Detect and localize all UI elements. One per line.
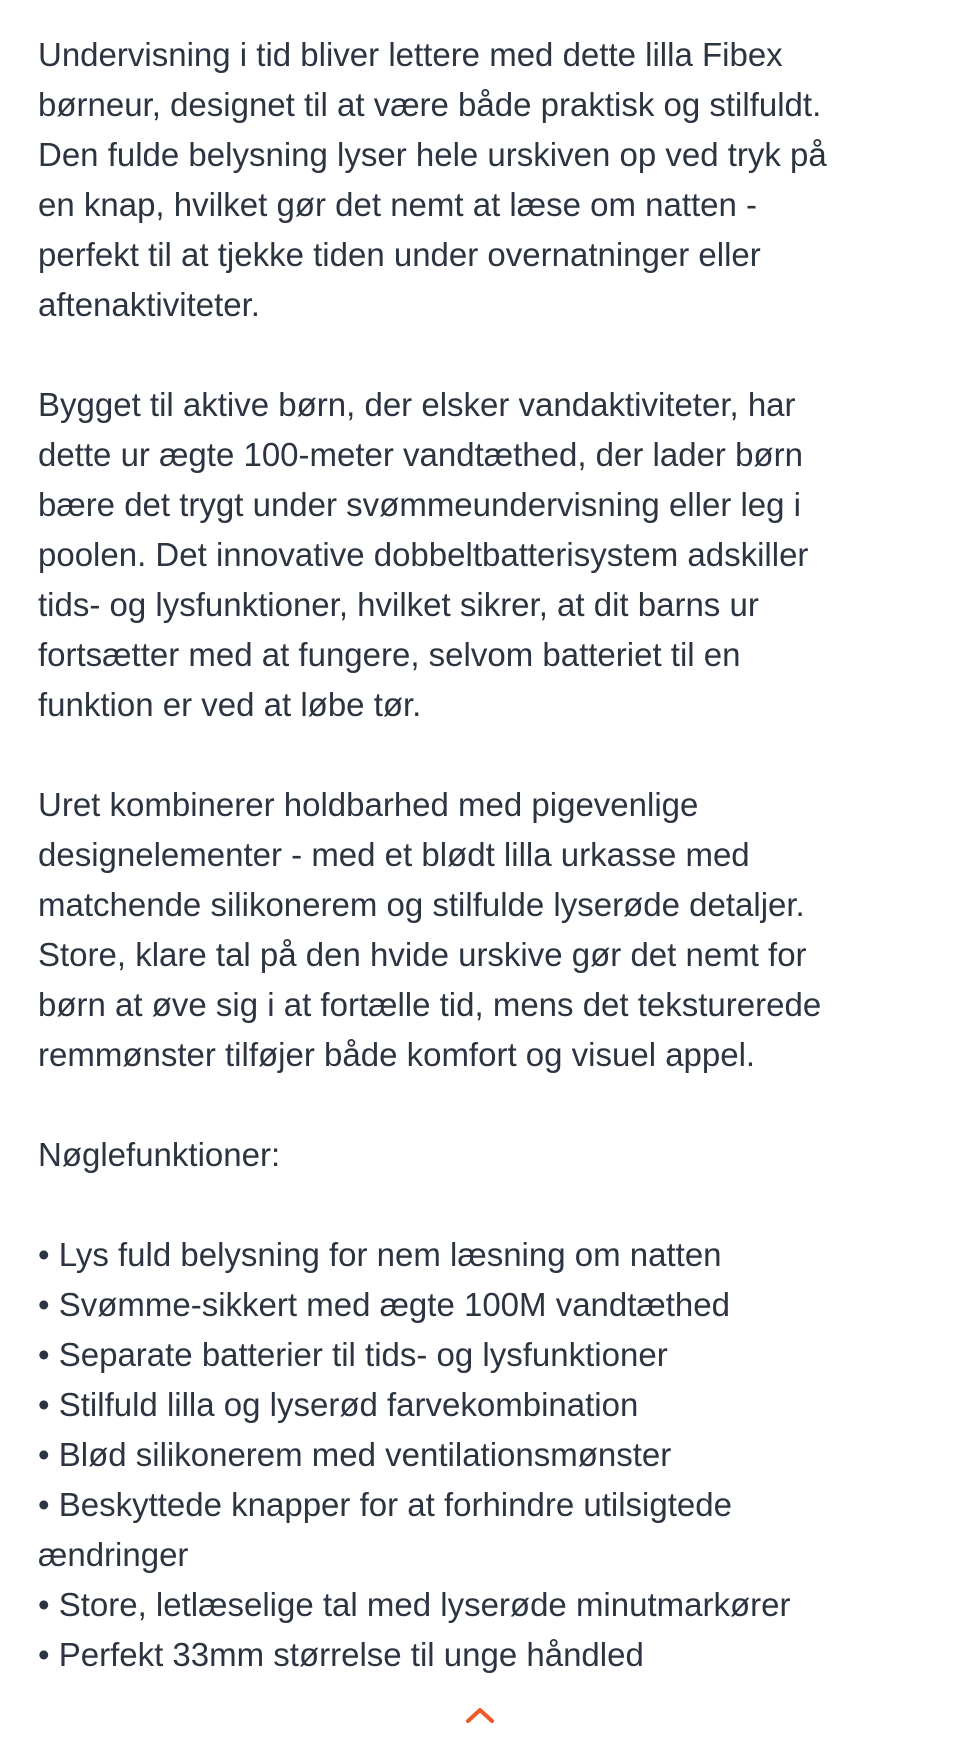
feature-item: • Store, letlæselige tal med lyserøde minutmarkører — [38, 1586, 791, 1623]
feature-item: • Stilfuld lilla og lyserød farvekombination — [38, 1386, 639, 1423]
text-line: Store, klare tal på den hvide urskive gør det nemt for — [38, 936, 807, 973]
text-line: perfekt til at tjekke tiden under overnatninger eller — [38, 236, 761, 273]
text-line: funktion er ved at løbe tør. — [38, 686, 422, 723]
description-paragraph-2 — [38, 380, 922, 730]
feature-item: • Blød silikonerem med ventilationsmønster — [38, 1436, 672, 1473]
text-line: en knap, hvilket gør det nemt at læse om natten - — [38, 186, 758, 223]
features-list — [38, 1230, 922, 1680]
feature-item: ændringer — [38, 1536, 189, 1573]
text-line: aftenaktiviteter. — [38, 286, 260, 323]
description-paragraph-3 — [38, 780, 922, 1080]
text-line: Undervisning i tid bliver lettere med dette lilla Fibex — [38, 36, 783, 73]
feature-item: • Beskyttede knapper for at forhindre utilsigtede — [38, 1486, 732, 1523]
feature-item: • Svømme-sikkert med ægte 100M vandtæthed — [38, 1286, 730, 1323]
feature-item: • Separate batterier til tids- og lysfunktioner — [38, 1336, 668, 1373]
features-heading: Nøglefunktioner: — [38, 1136, 281, 1173]
text-line: fortsætter med at fungere, selvom batteriet til en — [38, 636, 741, 673]
description-paragraph-1 — [38, 30, 922, 330]
feature-item: • Lys fuld belysning for nem læsning om natten — [38, 1236, 722, 1273]
text-line: designelementer - med et blødt lilla urkasse med — [38, 836, 750, 873]
text-line: poolen. Det innovative dobbeltbatterisystem adskiller — [38, 536, 809, 573]
feature-item: • Perfekt 33mm størrelse til unge håndled — [38, 1636, 644, 1673]
text-line: børneur, designet til at være både praktisk og stilfuldt. — [38, 86, 822, 123]
text-line: dette ur ægte 100-meter vandtæthed, der lader børn — [38, 436, 803, 473]
text-line: børn at øve sig i at fortælle tid, mens det teksturerede — [38, 986, 822, 1023]
product-description — [38, 30, 922, 1680]
text-line: remmønster tilføjer både komfort og visuel appel. — [38, 1036, 756, 1073]
collapse-description-button[interactable] — [460, 1700, 500, 1730]
text-line: Bygget til aktive børn, der elsker vandaktiviteter, har — [38, 386, 796, 423]
text-line: bære det trygt under svømmeundervisning eller leg i — [38, 486, 802, 523]
text-line: Uret kombinerer holdbarhed med pigevenlige — [38, 786, 699, 823]
text-line: tids- og lysfunktioner, hvilket sikrer, at dit barns ur — [38, 586, 759, 623]
text-line: Den fulde belysning lyser hele urskiven op ved tryk på — [38, 136, 827, 173]
chevron-up-icon — [465, 1706, 495, 1724]
text-line: matchende silikonerem og stilfulde lyserøde detaljer. — [38, 886, 805, 923]
